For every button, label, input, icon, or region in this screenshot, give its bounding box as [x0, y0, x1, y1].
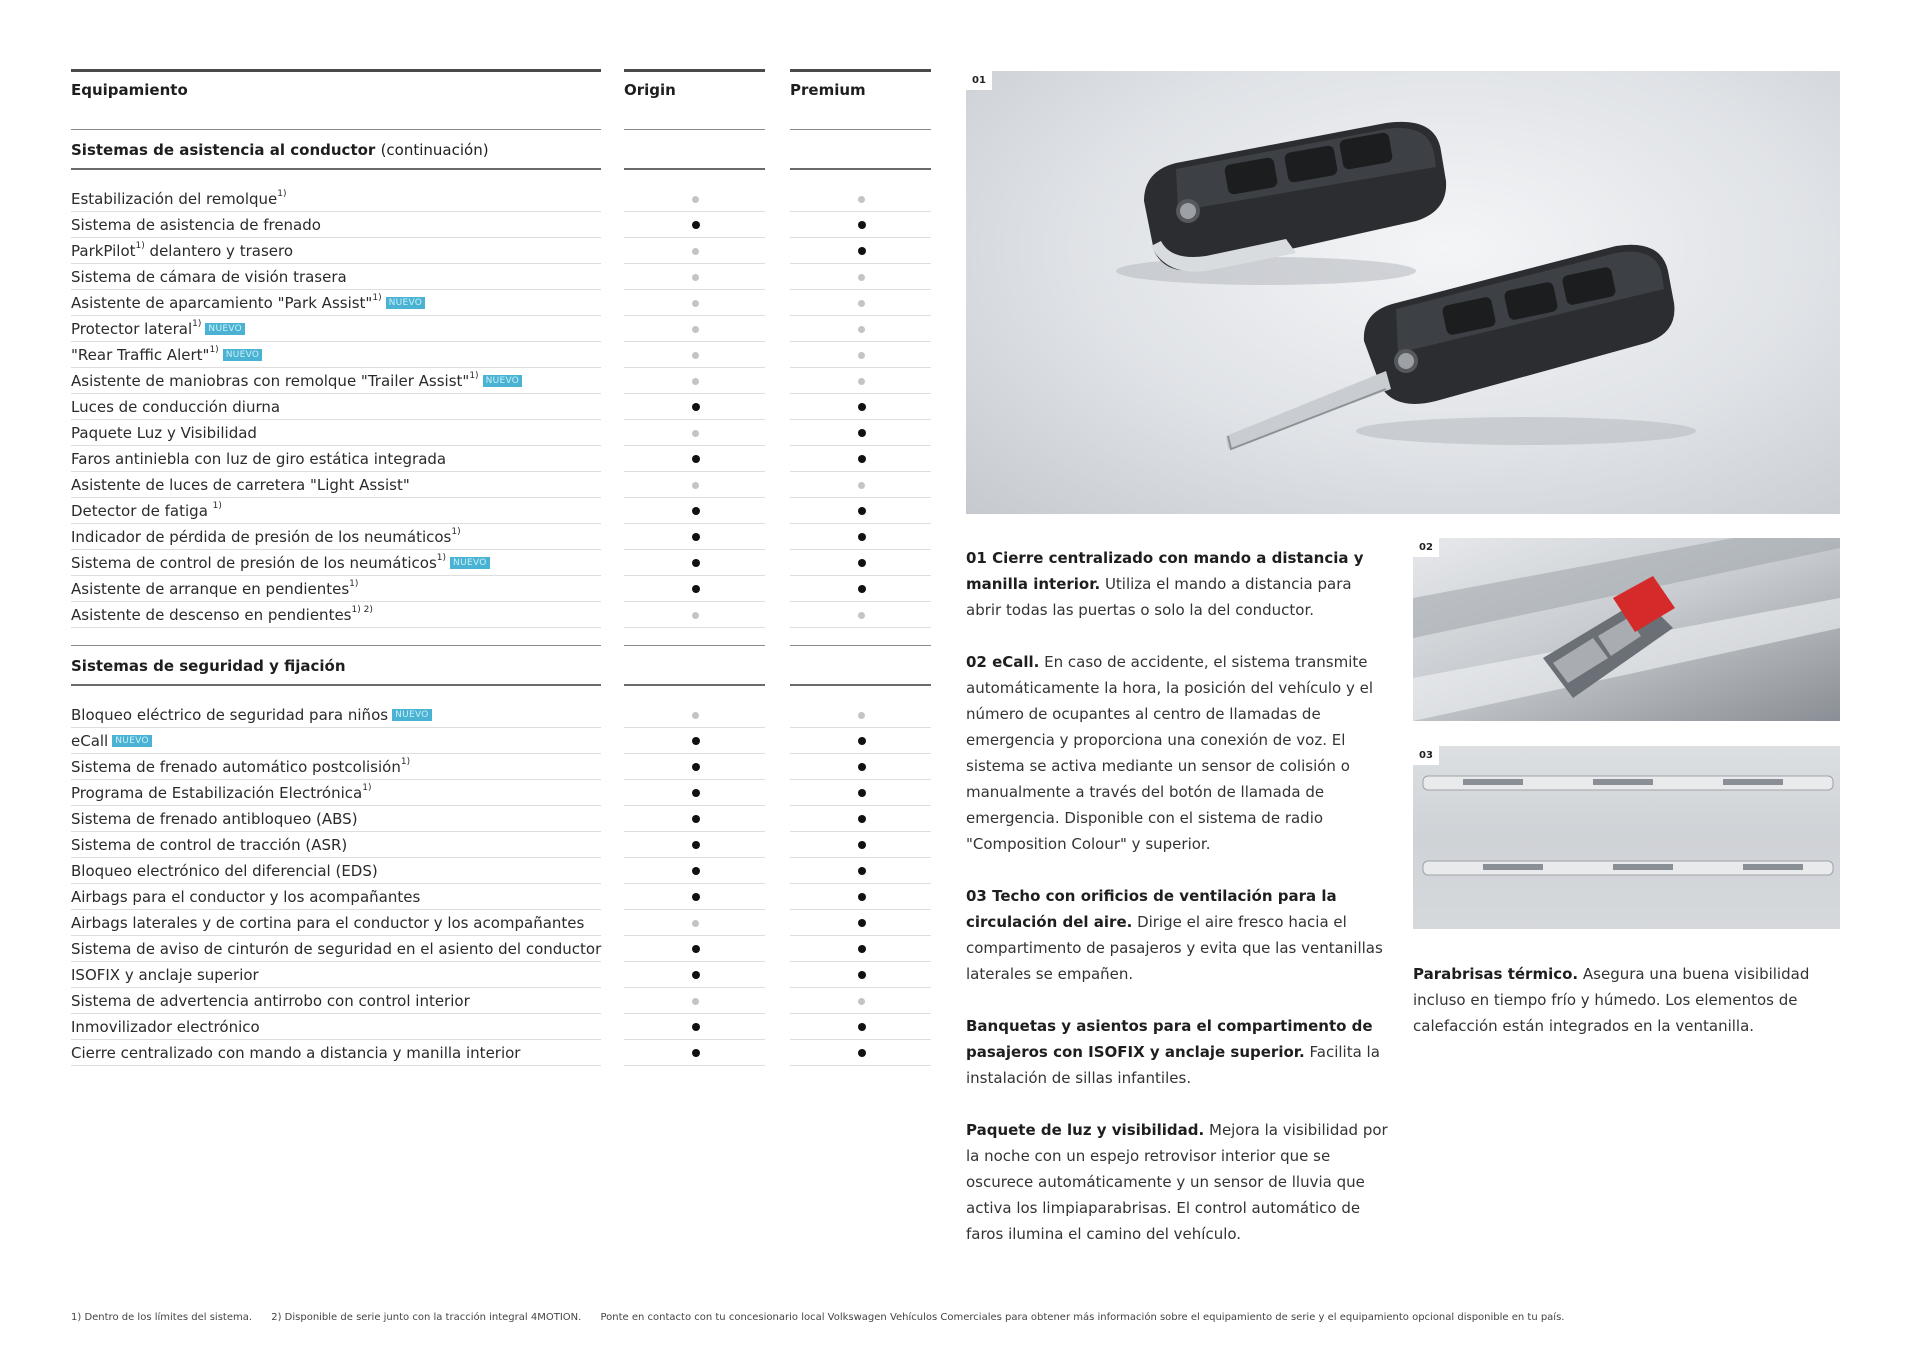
optional-dot-icon	[692, 482, 699, 489]
footnote-ref: 1)	[372, 293, 382, 303]
optional-dot-icon	[692, 326, 699, 333]
table-row	[71, 910, 931, 936]
optional-dot-icon	[692, 712, 699, 719]
feature-name: Bloqueo electrónico del diferencial (EDS)	[71, 862, 378, 880]
ecall-button-illustration	[1413, 538, 1840, 721]
feature-name: eCall	[71, 732, 109, 750]
description-light-text: Mejora la visibilidad por la noche con un espejo retrovisor interior que se oscurece automáticamente y un sensor de lluvia que activa los limpiaparabrisas. El control automático de faros ilumina el camino del vehículo.	[966, 1121, 1388, 1243]
description-02	[966, 649, 1391, 857]
feature-label	[71, 242, 601, 260]
standard-dot-icon	[858, 789, 866, 797]
standard-dot-icon	[858, 429, 866, 437]
feature-name: ParkPilot	[71, 242, 136, 260]
section-rule	[790, 645, 931, 646]
table-row	[71, 212, 931, 238]
feature-label	[71, 758, 601, 776]
optional-dot-icon	[692, 998, 699, 1005]
footnotes	[71, 1312, 1580, 1323]
optional-dot-icon	[692, 430, 699, 437]
feature-name: Asistente de descenso en pendientes	[71, 606, 352, 624]
table-row	[71, 602, 931, 628]
description-03	[966, 883, 1391, 987]
feature-label	[71, 1018, 601, 1036]
description-windshield-title: Parabrisas térmico.	[1413, 965, 1579, 983]
footnote-ref: 1)	[277, 189, 287, 199]
feature-label	[71, 784, 601, 802]
standard-dot-icon	[692, 971, 700, 979]
standard-dot-icon	[858, 867, 866, 875]
row-divider	[71, 627, 601, 628]
table-row	[71, 754, 931, 780]
optional-dot-icon	[858, 352, 865, 359]
feature-label	[71, 836, 601, 854]
standard-dot-icon	[692, 893, 700, 901]
section-rule	[71, 645, 601, 646]
section-rule	[624, 645, 765, 646]
table-row	[71, 884, 931, 910]
table-row	[71, 238, 931, 264]
nuevo-badge: NUEVO	[112, 735, 152, 747]
row-divider	[790, 627, 931, 628]
table-row	[71, 780, 931, 806]
feature-name: Sistema de frenado automático postcolisión	[71, 758, 401, 776]
standard-dot-icon	[858, 507, 866, 515]
feature-name: Asistente de arranque en pendientes	[71, 580, 350, 598]
table-row	[71, 832, 931, 858]
feature-name: Sistema de advertencia antirrobo con control interior	[71, 992, 470, 1010]
photo-number-03: 03	[1413, 746, 1439, 765]
header-premium: Premium	[790, 81, 866, 99]
standard-dot-icon	[858, 815, 866, 823]
section-rule	[790, 129, 931, 130]
table-row	[71, 524, 931, 550]
header-equipamiento: Equipamiento	[71, 81, 188, 99]
table-row	[71, 446, 931, 472]
standard-dot-icon	[858, 585, 866, 593]
optional-dot-icon	[692, 274, 699, 281]
photo-keys	[966, 71, 1840, 514]
footnote-2: 2) Disponible de serie junto con la tracción integral 4MOTION.	[271, 1312, 582, 1323]
feature-label	[71, 294, 601, 312]
feature-label	[71, 346, 601, 364]
optional-dot-icon	[858, 482, 865, 489]
table-row	[71, 1040, 931, 1066]
optional-dot-icon	[692, 248, 699, 255]
feature-name: Inmovilizador electrónico	[71, 1018, 260, 1036]
standard-dot-icon	[692, 763, 700, 771]
table-row	[71, 290, 931, 316]
feature-name: Bloqueo eléctrico de seguridad para niños	[71, 706, 389, 724]
feature-label	[71, 424, 601, 442]
footnote-ref: 1)	[349, 579, 359, 589]
footnote-ref: 1)	[192, 319, 202, 329]
nuevo-badge: NUEVO	[392, 709, 432, 721]
description-light-visibility	[966, 1117, 1391, 1247]
feature-name: Asistente de luces de carretera "Light Assist"	[71, 476, 410, 494]
standard-dot-icon	[692, 867, 700, 875]
table-row	[71, 342, 931, 368]
standard-dot-icon	[692, 221, 700, 229]
standard-dot-icon	[858, 455, 866, 463]
footnote-1: 1) Dentro de los límites del sistema.	[71, 1312, 253, 1323]
table-row	[71, 472, 931, 498]
table-row	[71, 806, 931, 832]
section-title	[71, 141, 489, 159]
optional-dot-icon	[858, 378, 865, 385]
section-rule	[624, 168, 765, 170]
table-row	[71, 962, 931, 988]
optional-dot-icon	[858, 274, 865, 281]
feature-name: Airbags laterales y de cortina para el conductor y los acompañantes	[71, 914, 585, 932]
description-windshield-text: Asegura una buena visibilidad incluso en tiempo frío y húmedo. Los elementos de calefacción están integrados en la ventanilla.	[1413, 965, 1810, 1035]
feature-label	[71, 940, 601, 958]
header-rule	[790, 69, 931, 72]
feature-name: Paquete Luz y Visibilidad	[71, 424, 257, 442]
table-row	[71, 368, 931, 394]
row-divider	[71, 1065, 601, 1066]
standard-dot-icon	[692, 559, 700, 567]
nuevo-badge: NUEVO	[205, 323, 245, 335]
optional-dot-icon	[858, 196, 865, 203]
standard-dot-icon	[692, 585, 700, 593]
table-row	[71, 264, 931, 290]
feature-label	[71, 862, 601, 880]
row-divider	[624, 627, 765, 628]
row-divider	[624, 1065, 765, 1066]
feature-label	[71, 450, 601, 468]
footnote-ref: 1)	[209, 345, 219, 355]
nuevo-badge: NUEVO	[450, 557, 490, 569]
feature-label	[71, 914, 601, 932]
footnote-contact: Ponte en contacto con tu concesionario local Volkswagen Vehículos Comerciales para obtener más información sobre el equipamiento de serie y el equipamiento opcional disponible en tu país.	[600, 1312, 1565, 1323]
table-row	[71, 702, 931, 728]
table-row	[71, 498, 931, 524]
standard-dot-icon	[692, 1023, 700, 1031]
nuevo-badge: NUEVO	[483, 375, 523, 387]
standard-dot-icon	[692, 737, 700, 745]
feature-name-suffix: delantero y trasero	[144, 242, 294, 260]
standard-dot-icon	[858, 919, 866, 927]
feature-label	[71, 398, 601, 416]
feature-label	[71, 476, 601, 494]
feature-label	[71, 580, 601, 598]
optional-dot-icon	[692, 300, 699, 307]
feature-label	[71, 966, 601, 984]
photo-roof-vents	[1413, 746, 1840, 929]
optional-dot-icon	[692, 920, 699, 927]
section-rule	[71, 129, 601, 130]
footnote-ref: 1) 2)	[351, 605, 373, 615]
photo-number-02: 02	[1413, 538, 1439, 557]
standard-dot-icon	[858, 841, 866, 849]
feature-label	[71, 502, 601, 520]
feature-name: Sistema de aviso de cinturón de seguridad en el asiento del conductor	[71, 940, 602, 958]
feature-name: Faros antiniebla con luz de giro estática integrada	[71, 450, 447, 468]
description-03-text: Dirige el aire fresco hacia el compartimento de pasajeros y evita que las ventanillas laterales se empañen.	[966, 913, 1383, 983]
description-03-title: 03 Techo con orificios de ventilación para la circulación del aire.	[966, 887, 1337, 931]
footnote-ref: 1)	[212, 501, 222, 511]
standard-dot-icon	[692, 945, 700, 953]
standard-dot-icon	[692, 1049, 700, 1057]
standard-dot-icon	[858, 533, 866, 541]
description-isofix-text: Facilita la instalación de sillas infantiles.	[966, 1043, 1380, 1087]
roof-vents-illustration	[1413, 746, 1840, 929]
standard-dot-icon	[692, 815, 700, 823]
optional-dot-icon	[692, 378, 699, 385]
section-title-suffix: (continuación)	[380, 141, 489, 159]
optional-dot-icon	[858, 612, 865, 619]
table-row	[71, 858, 931, 884]
feature-label	[71, 268, 601, 286]
footnote-ref: 1)	[400, 757, 411, 767]
feature-name: Sistema de asistencia de frenado	[71, 216, 321, 234]
feature-name: Protector lateral	[71, 320, 193, 338]
table-row	[71, 1014, 931, 1040]
standard-dot-icon	[692, 533, 700, 541]
header-origin: Origin	[624, 81, 676, 99]
feature-name: Sistema de cámara de visión trasera	[71, 268, 347, 286]
feature-label	[71, 732, 601, 750]
feature-name: Sistema de control de presión de los neumáticos	[71, 554, 437, 572]
section-rule	[790, 168, 931, 170]
table-row	[71, 186, 931, 212]
feature-label	[71, 992, 601, 1010]
header-rule	[71, 69, 601, 72]
feature-label	[71, 706, 601, 724]
footnote-ref: 1)	[436, 553, 447, 563]
footnote-ref: 1)	[135, 241, 145, 251]
description-isofix-title: Banquetas y asientos para el compartimento de pasajeros con ISOFIX y anclaje superior.	[966, 1017, 1373, 1061]
standard-dot-icon	[858, 1049, 866, 1057]
feature-name: Sistema de control de tracción (ASR)	[71, 836, 348, 854]
feature-label	[71, 888, 601, 906]
description-windshield	[1413, 961, 1840, 1039]
section-title	[71, 657, 346, 675]
description-01	[966, 545, 1391, 623]
footnote-ref: 1)	[362, 783, 372, 793]
standard-dot-icon	[858, 763, 866, 771]
table-row	[71, 936, 931, 962]
optional-dot-icon	[858, 300, 865, 307]
section-rule	[71, 168, 601, 170]
standard-dot-icon	[692, 455, 700, 463]
section-rule	[624, 129, 765, 130]
table-row	[71, 316, 931, 342]
standard-dot-icon	[858, 1023, 866, 1031]
optional-dot-icon	[692, 196, 699, 203]
header-rule	[624, 69, 765, 72]
standard-dot-icon	[692, 507, 700, 515]
feature-name: Detector de fatiga	[71, 502, 213, 520]
footnote-ref: 1)	[469, 371, 479, 381]
feature-name: Asistente de maniobras con remolque "Trailer Assist"	[71, 372, 470, 390]
feature-label	[71, 190, 601, 208]
feature-name: Asistente de aparcamiento "Park Assist"	[71, 294, 373, 312]
section-title-text: Sistemas de asistencia al conductor	[71, 141, 376, 159]
optional-dot-icon	[692, 352, 699, 359]
feature-label	[71, 606, 601, 624]
feature-label	[71, 554, 601, 572]
standard-dot-icon	[858, 247, 866, 255]
optional-dot-icon	[858, 326, 865, 333]
feature-name: Cierre centralizado con mando a distancia y manilla interior	[71, 1044, 521, 1062]
standard-dot-icon	[858, 893, 866, 901]
standard-dot-icon	[858, 403, 866, 411]
standard-dot-icon	[692, 789, 700, 797]
optional-dot-icon	[692, 612, 699, 619]
nuevo-badge: NUEVO	[386, 297, 426, 309]
feature-label	[71, 216, 601, 234]
photo-number-01: 01	[966, 71, 992, 90]
standard-dot-icon	[858, 945, 866, 953]
table-row	[71, 576, 931, 602]
footnote-ref: 1)	[451, 527, 461, 537]
photo-ecall	[1413, 538, 1840, 721]
standard-dot-icon	[858, 221, 866, 229]
section-rule	[71, 684, 601, 686]
feature-label	[71, 810, 601, 828]
feature-label	[71, 320, 601, 338]
section-rule	[624, 684, 765, 686]
standard-dot-icon	[692, 841, 700, 849]
feature-name: Luces de conducción diurna	[71, 398, 281, 416]
description-02-title: 02 eCall.	[966, 653, 1040, 671]
feature-label	[71, 1044, 601, 1062]
feature-name: Programa de Estabilización Electrónica	[71, 784, 363, 802]
feature-name: Estabilización del remolque	[71, 190, 278, 208]
description-02-text: En caso de accidente, el sistema transmite automáticamente la hora, la posición del vehículo y el número de ocupantes al centro de llamadas de emergencia y proporciona una conexión de voz. El sistema se activa mediante un sensor de colisión o manualmente a través del botón de llamada de emergencia. Disponible con el sistema de radio "Composition Colour" y superior.	[966, 653, 1374, 853]
table-row	[71, 550, 931, 576]
row-divider	[790, 1065, 931, 1066]
nuevo-badge: NUEVO	[223, 349, 263, 361]
feature-label	[71, 372, 601, 390]
feature-name: Sistema de frenado antibloqueo (ABS)	[71, 810, 358, 828]
feature-name: ISOFIX y anclaje superior	[71, 966, 259, 984]
table-row	[71, 728, 931, 754]
table-row	[71, 420, 931, 446]
section-rule	[790, 684, 931, 686]
optional-dot-icon	[858, 998, 865, 1005]
optional-dot-icon	[858, 712, 865, 719]
standard-dot-icon	[692, 403, 700, 411]
feature-name: Airbags para el conductor y los acompañantes	[71, 888, 421, 906]
description-01-title: 01 Cierre centralizado con mando a distancia y manilla interior.	[966, 549, 1364, 593]
key-remote-illustration	[966, 71, 1840, 514]
section-title-text: Sistemas de seguridad y fijación	[71, 657, 346, 675]
standard-dot-icon	[858, 559, 866, 567]
table-row	[71, 988, 931, 1014]
description-isofix	[966, 1013, 1391, 1091]
standard-dot-icon	[858, 971, 866, 979]
standard-dot-icon	[858, 737, 866, 745]
description-01-text: Utiliza el mando a distancia para abrir todas las puertas o solo la del conductor.	[966, 575, 1352, 619]
feature-name: Indicador de pérdida de presión de los neumáticos	[71, 528, 452, 546]
feature-name: "Rear Traffic Alert"	[71, 346, 210, 364]
description-light-title: Paquete de luz y visibilidad.	[966, 1121, 1205, 1139]
feature-label	[71, 528, 601, 546]
table-row	[71, 394, 931, 420]
